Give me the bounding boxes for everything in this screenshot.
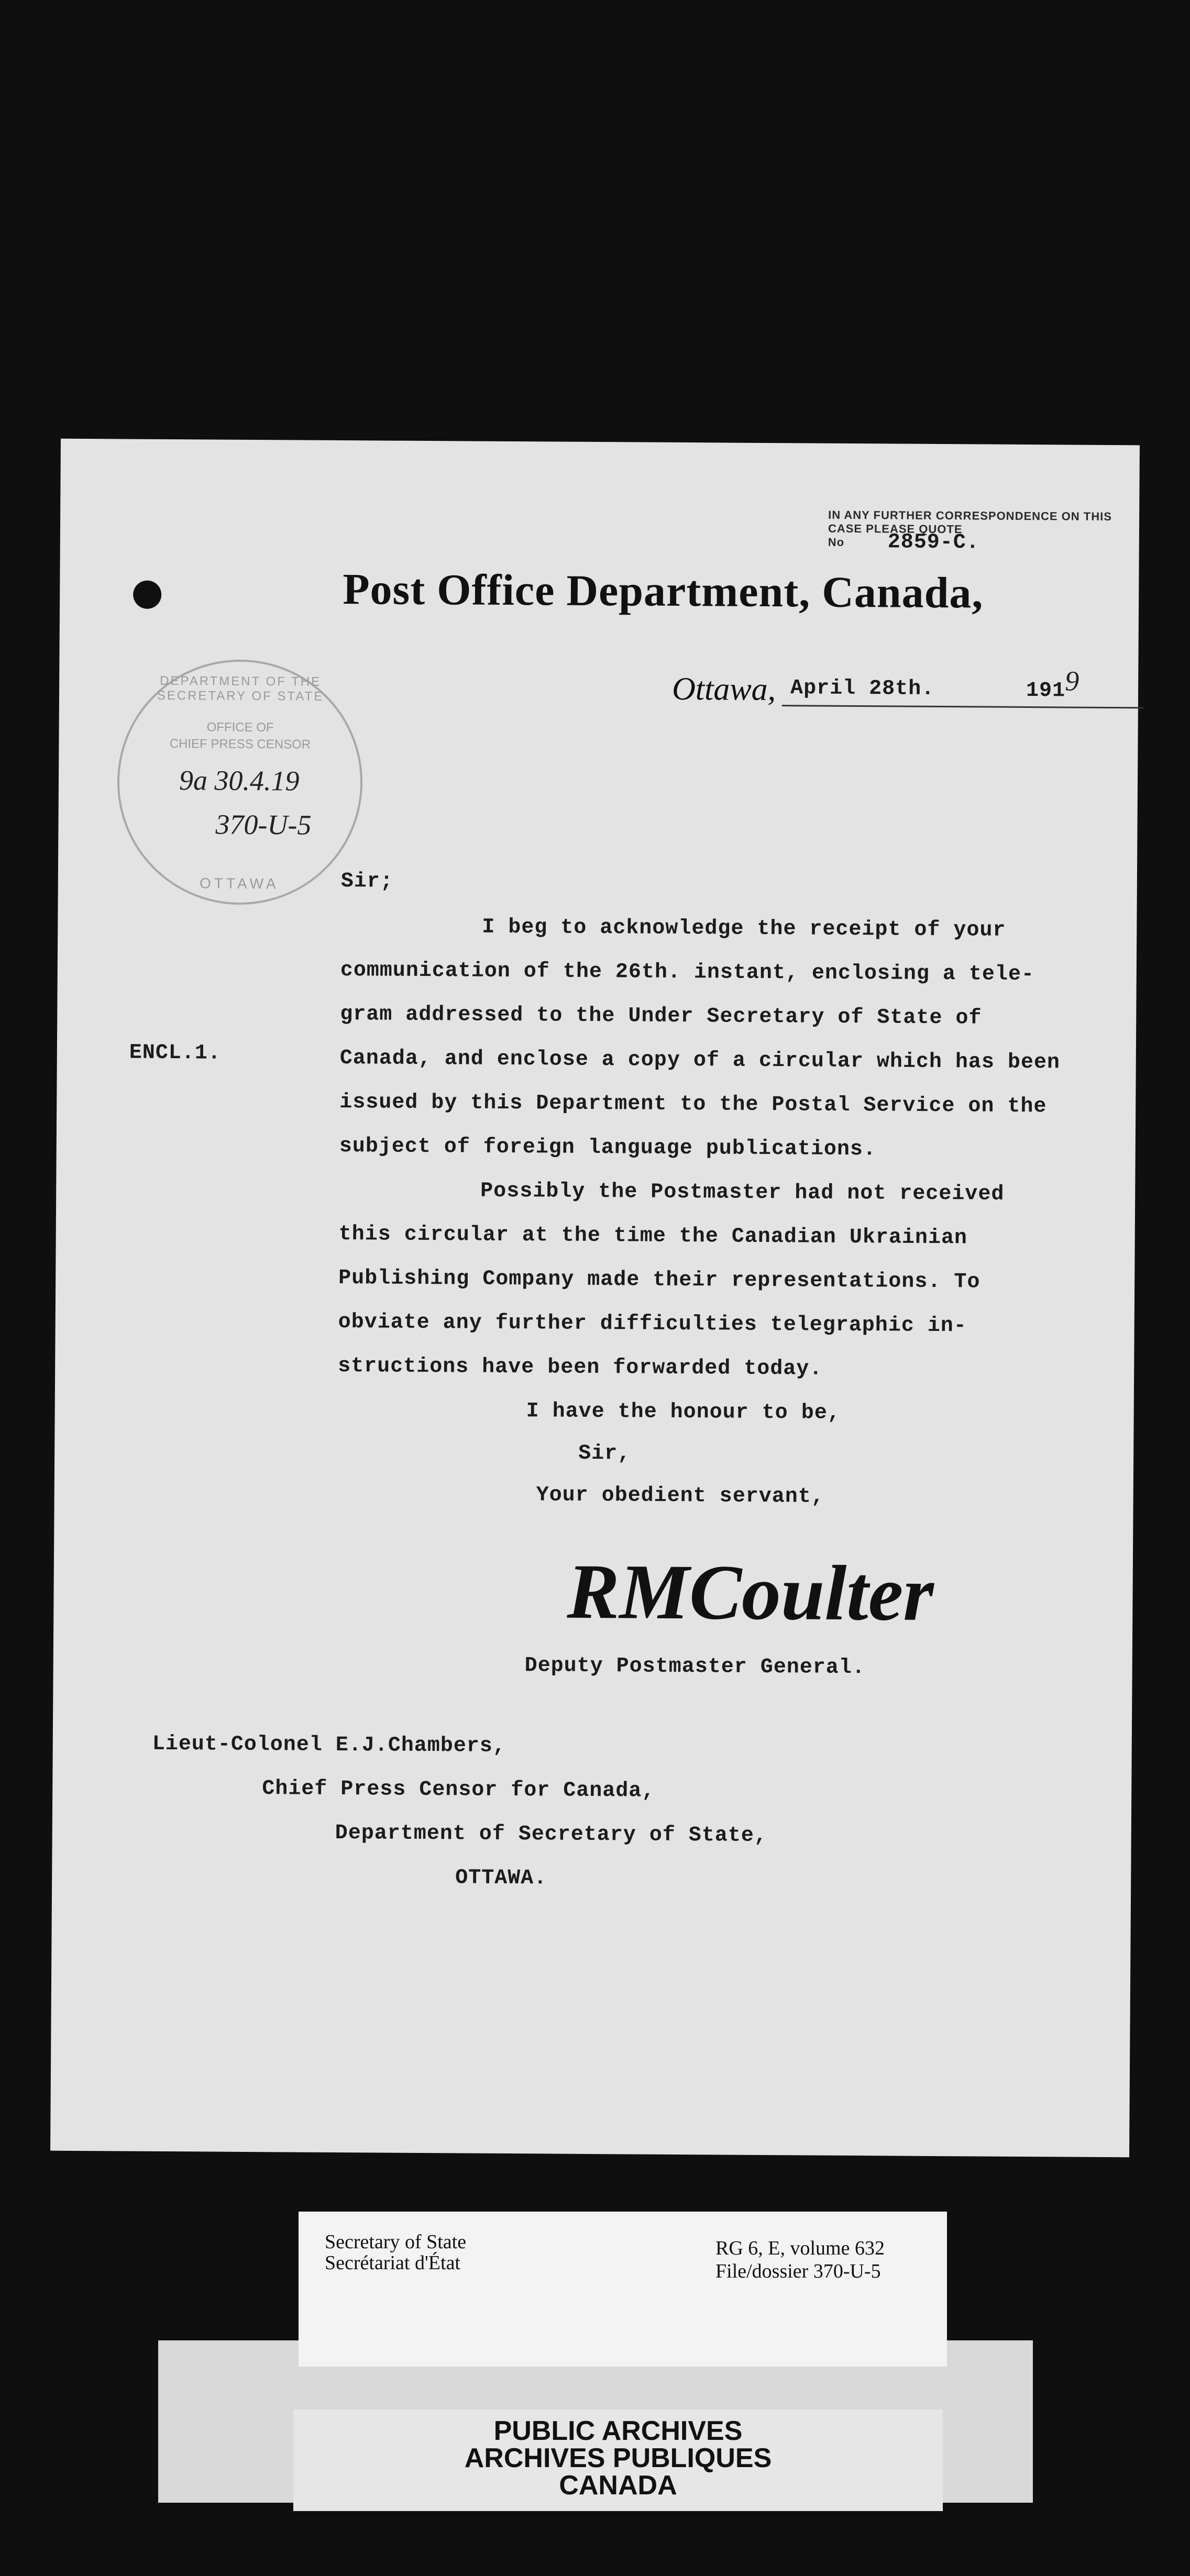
letterhead: Post Office Department, Canada, <box>342 565 984 618</box>
body-line: obviate any further difficulties telegraphic in- <box>338 1311 967 1338</box>
body-line: gram addressed to the Under Secretary of State of <box>340 1003 982 1030</box>
punch-hole <box>133 581 161 609</box>
file-ref-number: 2859-C. <box>887 530 979 555</box>
letter-page <box>50 439 1140 2158</box>
body-line: structions have been forwarded today. <box>338 1354 823 1381</box>
signer-title: Deputy Postmaster General. <box>524 1654 865 1680</box>
file-ref-label: No <box>828 535 845 549</box>
signature: RMCoulter <box>567 1548 934 1637</box>
stamp-office-line2: CHIEF PRESS CENSOR <box>169 737 311 752</box>
stamp-handwritten-file: 370-U-5 <box>215 808 312 841</box>
archive-label-line2: ARCHIVES PUBLIQUES <box>464 2443 772 2473</box>
date-text: April 28th. <box>790 676 935 701</box>
stamp-office-line: OFFICE OF <box>206 720 274 735</box>
archive-label-line3: CANADA <box>559 2470 677 2501</box>
address-line: Department of Secretary of State, <box>335 1821 768 1848</box>
date-place: Ottawa, <box>671 671 776 708</box>
date-year-prefix: 191 <box>1026 679 1066 703</box>
stamp-handwritten-date: 9a 30.4.19 <box>179 764 300 797</box>
card-file: File/dossier 370-U-5 <box>715 2260 881 2282</box>
body-line: Publishing Company made their representations. To <box>338 1267 980 1294</box>
body-line: I beg to acknowledge the receipt of your <box>482 915 1006 942</box>
body-line: this circular at the time the Canadian Ukrainian <box>338 1223 968 1250</box>
address-line: OTTAWA. <box>455 1866 547 1891</box>
body-line: communication of the 26th. instant, enclosing a tele- <box>340 959 1035 987</box>
salutation: Sir; <box>340 870 394 894</box>
card-record-group: RG 6, E, volume 632 <box>715 2237 885 2259</box>
stamp-bottom-text: OTTAWA <box>199 875 279 892</box>
closing-line: I have the honour to be, <box>526 1400 841 1425</box>
body-line: issued by this Department to the Postal Service on the <box>339 1091 1047 1119</box>
body-line: Possibly the Postmaster had not received <box>480 1179 1005 1206</box>
closing-line: Your obedient servant, <box>536 1483 824 1509</box>
card-dept-fr: Secrétariat d'État <box>325 2252 460 2274</box>
body-line: subject of foreign language publications. <box>339 1135 877 1162</box>
archive-card <box>299 2212 947 2367</box>
margin-note-encl: ENCL.1. <box>129 1041 222 1065</box>
closing-line: Sir, <box>578 1441 631 1466</box>
archive-label-band <box>293 2410 943 2511</box>
body-line: Canada, and enclose a copy of a circular which has been <box>339 1047 1061 1075</box>
file-ref-note: IN ANY FURTHER CORRESPONDENCE ON THIS CASE PLEASE QUOTE <box>828 508 1112 536</box>
date-year-suffix: 9 <box>1065 665 1079 697</box>
address-line: Lieut-Colonel E.J.Chambers, <box>152 1732 506 1758</box>
address-line: Chief Press Censor for Canada, <box>262 1777 655 1803</box>
date-underline <box>782 705 1143 708</box>
card-dept-en: Secretary of State <box>325 2231 467 2253</box>
stamp-ring-text: DEPARTMENT OF THE SECRETARY OF STATE <box>157 673 324 704</box>
archive-label-line1: PUBLIC ARCHIVES <box>493 2416 743 2446</box>
